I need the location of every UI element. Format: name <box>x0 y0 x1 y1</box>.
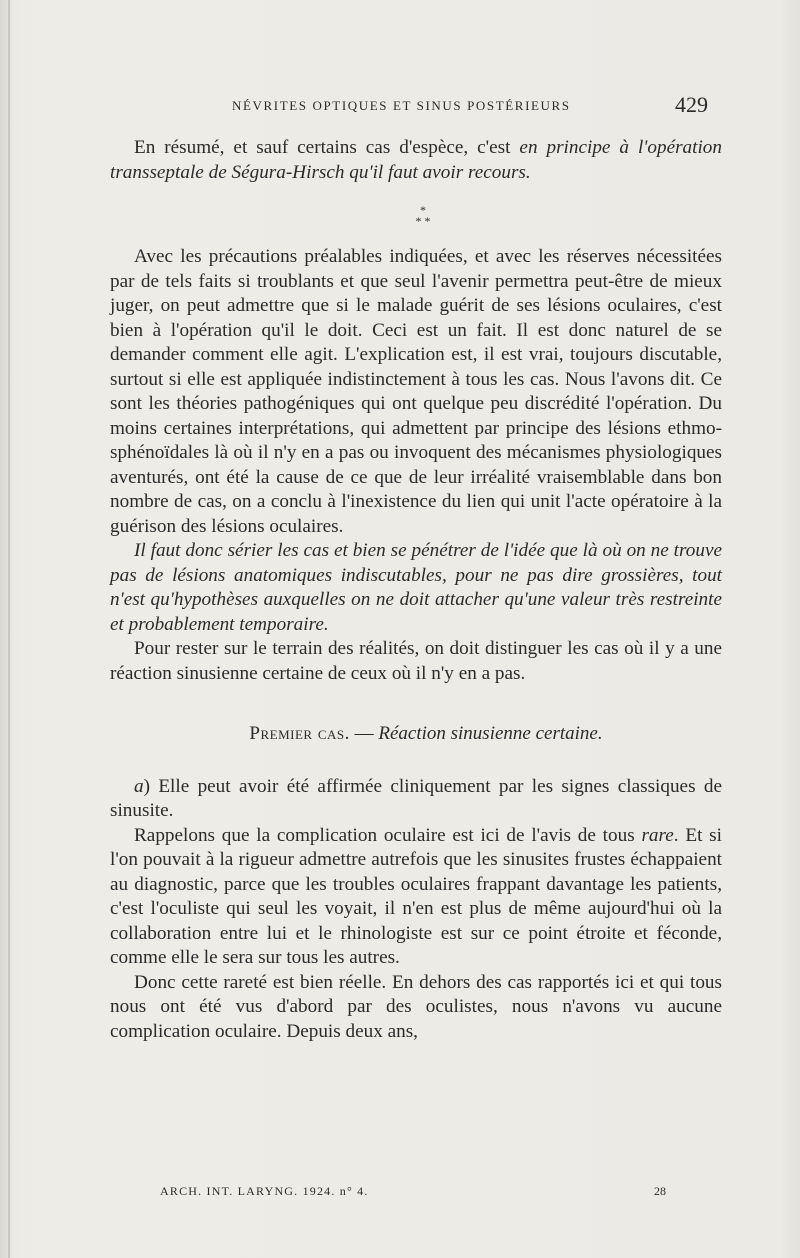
page-number: 429 <box>675 92 708 117</box>
section-heading <box>110 722 722 747</box>
section-dash: — <box>349 723 379 744</box>
item-label: a <box>134 775 144 797</box>
page-footer <box>0 1184 800 1204</box>
paragraph-a <box>110 775 722 824</box>
paragraph-serier: Il faut donc sérier les cas et bien se pénétrer de l'idée que là où on ne trouve pas de lésions anatomiques indiscutables, pour ne pas dire grossières, tout n'est qu'hypothèses auxquelles on ne doit attacher qu'une valeur très restreinte et probablement temporaire. <box>110 540 722 635</box>
page-header <box>0 92 800 122</box>
signature-mark: 28 <box>654 1184 666 1198</box>
page-gutter <box>8 0 10 1258</box>
rappelons-text-start: Rappelons que la complication oculaire est ici de l'avis de tous <box>134 824 642 846</box>
paragraph-rappelons <box>110 824 722 971</box>
item-text: ) Elle peut avoir été affirmée cliniquement par les signes classiques de sinusite. <box>110 775 722 821</box>
body-text <box>110 136 722 1044</box>
section-title: Réaction sinusienne certaine. <box>378 723 603 744</box>
paragraph-realites: Pour rester sur le terrain des réalités, on doit distinguer les cas où il y a une réaction sinusienne certaine de ceux où il n'y en a pas. <box>110 638 722 684</box>
paragraph-precautions: Avec les précautions préalables indiquées, et avec les réserves nécessitées par de tels faits si troublants et que seul l'avenir permettra peut-être de mieux juger, on peut admettre que si le malade guérit de ses lésions oculaires, c'est bien à l'opération qu'il le doit. Ceci est un fait. Il est donc naturel de se demander comment elle agit. L'explication est, il est vrai, toujours discutable, surtout si elle est appliquée indistinctement à tous les cas. Nous l'avons dit. Ce sont les théories pathogéniques qui ont quelque peu discrédité l'opération. Du moins certaines interprétations, qui admettent par principe des lésions ethmo-sphénoïdales là où il n'y en a pas ou invoquent des mécanismes physiologiques aventurés, ont été la cause de ce que de leur irréalité vraisemblable dans bon nombre de cas, on a conclu à l'inexistence du lien qui unit l'acte opératoire à la guérison des lésions oculaires. <box>110 246 722 537</box>
section-label: Premier cas. <box>249 723 350 744</box>
rare-italic: rare <box>641 824 674 846</box>
paragraph-summary <box>110 136 722 185</box>
summary-italic: en principe à l'opération transseptale de Ségura-Hirsch qu'il faut avoir recours. <box>110 137 722 183</box>
running-title: NÉVRITES OPTIQUES ET SINUS POSTÉRIEURS <box>232 98 571 113</box>
journal-reference: ARCH. INT. LARYNG. 1924. n° 4. <box>160 1184 369 1198</box>
paragraph-rarete: Donc cette rareté est bien réelle. En dehors des cas rapportés ici et qui tous nous ont été vus d'abord par des oculistes, nous n'avons vu aucune complication oculaire. Depuis deux ans, <box>110 971 722 1042</box>
section-separator: * * * <box>415 203 431 228</box>
rappelons-text-end: . Et si l'on pouvait à la rigueur admettre autrefois que les sinusites frustes échappaient au diagnostic, parce que les troubles oculaires frappant davantage les patients, c'est l'oculiste qui seul les voyait, il n'en est plus de même aujourd'hui où la collaboration entre lui et le rhinologiste est sur ce point étroite et féconde, comme elle le sera sur tous les autres. <box>110 824 722 968</box>
summary-text: En résumé, et sauf certains cas d'espèce, c'est <box>134 137 520 158</box>
